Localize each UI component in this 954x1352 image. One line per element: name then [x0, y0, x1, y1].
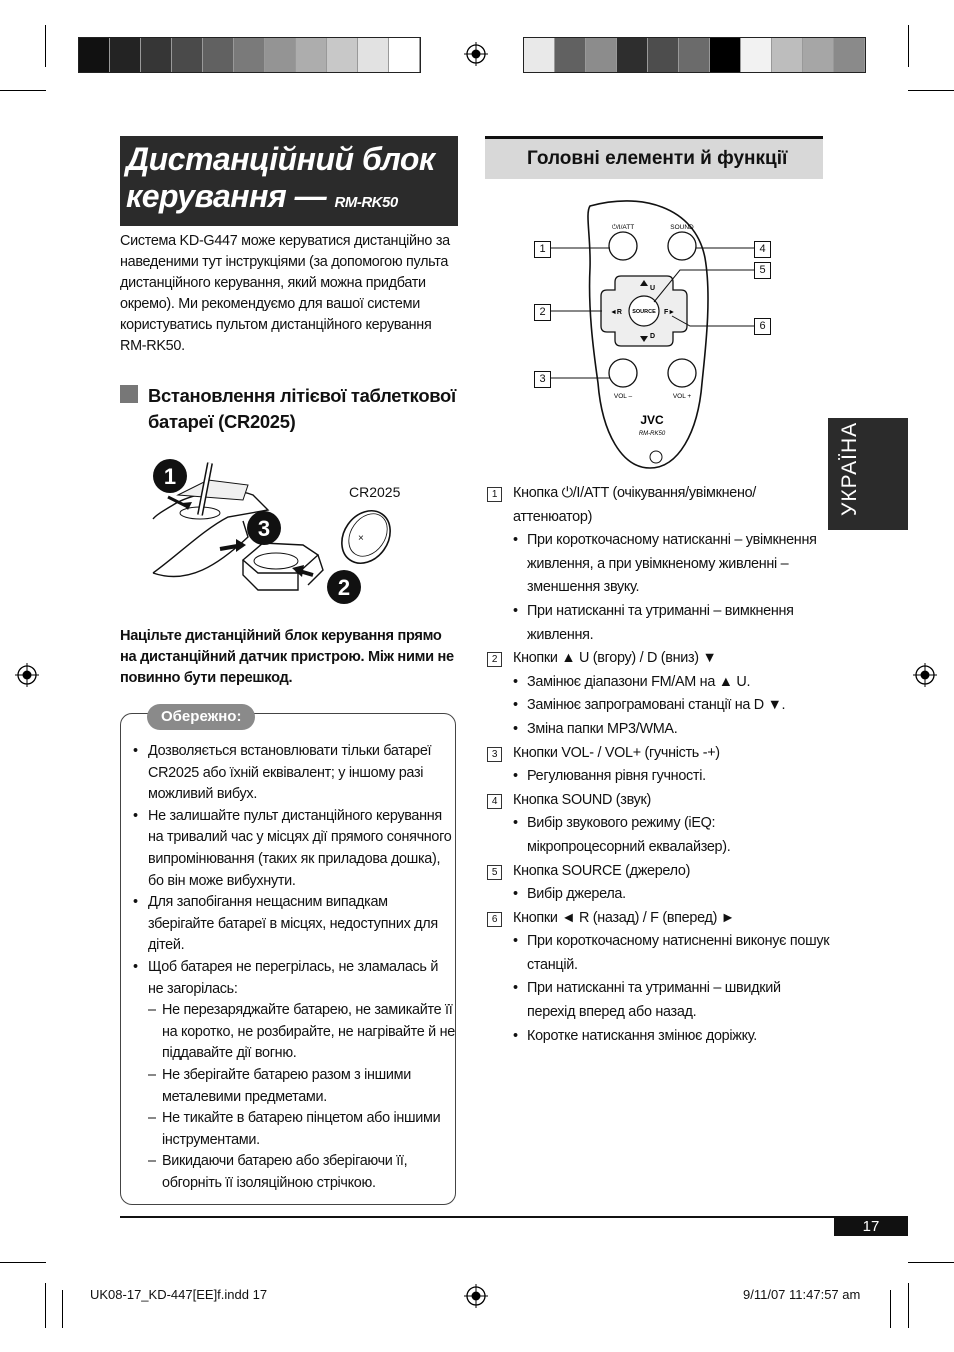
function-item [485, 907, 830, 931]
registration-mark-bottom [464, 1284, 488, 1308]
function-item [485, 789, 830, 813]
function-number: 3 [487, 747, 502, 762]
function-bullet: • Коротке натискання змінює доріжку. [485, 1025, 830, 1049]
function-item [485, 860, 830, 884]
step-1-number: 1 [163, 464, 177, 489]
page-title [120, 136, 458, 226]
caution-dash: – Не тикайте в батарею пінцетом або іншими інструментами. [120, 1108, 456, 1151]
language-tab-label: УКРАЇНА [838, 421, 861, 516]
color-swatch [389, 38, 420, 72]
footer-rule [120, 1216, 908, 1218]
color-swatch [141, 38, 172, 72]
footer-date: 9/11/07 11:47:57 am [743, 1287, 861, 1302]
remote-sound-label: SOUND [670, 224, 694, 231]
color-swatch [679, 38, 710, 72]
color-swatch [524, 38, 555, 72]
color-swatch [79, 38, 110, 72]
remote-standby-label: ⏻/I/ATT [611, 224, 635, 231]
registration-mark-left [15, 663, 39, 687]
function-number: 2 [487, 652, 502, 667]
step-1-marker [152, 458, 188, 494]
remote-vol-plus-label: VOL + [672, 393, 692, 400]
caution-bullet: • Дозволяється встановлювати тільки батареї CR2025 або їхній еквівалент; у іншому разі можливий вибух. [120, 741, 456, 806]
color-swatch [586, 38, 617, 72]
registration-mark-top [464, 42, 488, 66]
callout-5: 5 [754, 262, 771, 279]
color-bar-left [78, 37, 421, 73]
caution-bullet: • Щоб батарея не перегрілась, не зламалась й не загорілась: [120, 957, 456, 1000]
function-bullet: • Вибір джерела. [485, 883, 830, 907]
svg-text:×: × [358, 533, 364, 544]
color-swatch [265, 38, 296, 72]
callout-6: 6 [754, 318, 771, 335]
caution-dash: – Викидаючи батарею або зберігаючи її, обгорніть її ізоляційною стрічкою. [120, 1151, 456, 1194]
remote-vol-minus-label: VOL – [613, 393, 633, 400]
title-model: RM-RK50 [334, 194, 398, 211]
color-swatch [555, 38, 586, 72]
color-swatch [617, 38, 648, 72]
function-number: 1 [487, 487, 502, 502]
caution-list [120, 741, 456, 1194]
function-bullet: • При натисканні та утриманні – вимкнення живлення. [485, 600, 830, 647]
page-number: 17 [834, 1217, 908, 1236]
function-bullet: • При натисканні та утриманні – швидкий перехід вперед або назад. [485, 977, 830, 1024]
function-item [485, 647, 830, 671]
function-bullet: • Зміна папки MP3/WMA. [485, 718, 830, 742]
color-swatch [803, 38, 834, 72]
battery-label: CR2025 [349, 484, 401, 500]
function-number: 5 [487, 865, 502, 880]
function-head: Кнопки ▲ U (вгору) / D (вниз) ▼ [513, 650, 717, 667]
function-head: Кнопка SOUND (звук) [513, 791, 652, 808]
color-swatch [710, 38, 741, 72]
step-3-number: 3 [257, 516, 271, 541]
step-2-marker [326, 569, 362, 605]
registration-mark-right [913, 663, 937, 687]
remote-model: RM-RK50 [638, 431, 666, 437]
step-3-marker [246, 510, 282, 546]
section-header [485, 136, 823, 179]
function-bullet: • При короткочасному натисненні виконує пошук станцій. [485, 930, 830, 977]
color-swatch [648, 38, 679, 72]
remote-brand: JVC [640, 413, 664, 427]
step-2-number: 2 [337, 575, 351, 600]
color-swatch [110, 38, 141, 72]
function-number: 6 [487, 912, 502, 927]
remote-source-label: SOURCE [632, 309, 656, 315]
function-head: Кнопка ⏻/I/ATT (очікування/увімкнено/ аттенюатор) [513, 485, 756, 525]
function-bullet: • Регулювання рівня гучності. [485, 765, 830, 789]
callout-2: 2 [534, 304, 551, 321]
function-bullet: • При короткочасному натисканні – увімкнення живлення, а при увімкненому живленні – зменшення звуку. [485, 529, 830, 600]
remote-down-label: D [650, 333, 656, 340]
function-bullet: • Вибір звукового режиму (iEQ: мікропроцесорний еквалайзер). [485, 812, 830, 859]
callout-4: 4 [754, 241, 771, 258]
title-line-2: керування — [126, 178, 327, 214]
aim-instruction: Націльте дистанційний блок керування прямо на дистанційний датчик пристрою. Між ними не повинно бути перешкод. [120, 628, 454, 686]
color-swatch [741, 38, 772, 72]
color-swatch [772, 38, 803, 72]
color-swatch [234, 38, 265, 72]
function-item [485, 742, 830, 766]
color-swatch [296, 38, 327, 72]
function-item [485, 482, 830, 529]
caution-dash: – Не перезаряджайте батарею, не замикайте її на коротко, не розбирайте, не нагрівайте й не піддавайте дії вогню. [120, 1000, 456, 1065]
remote-r-label: ◄R [610, 309, 622, 316]
callout-1: 1 [534, 241, 551, 258]
caution-label: Обережно: [147, 704, 255, 730]
function-bullet: • Замінює діапазони FM/AM на ▲ U. [485, 671, 830, 695]
function-head: Кнопки ◄ R (назад) / F (вперед) ► [513, 909, 735, 926]
section-title: Головні елементи й функції [527, 148, 788, 169]
callout-3: 3 [534, 371, 551, 388]
function-list [485, 482, 830, 1048]
function-head: Кнопка SOURCE (джерело) [513, 862, 691, 879]
color-swatch [358, 38, 389, 72]
caution-dash: – Не зберігайте батарею разом з іншими металевими предметами. [120, 1065, 456, 1108]
caution-bullet: • Не залишайте пульт дистанційного керування на тривалий час у місцях дії прямого сонячного випромінювання (таких як приладова дошка), бо він може вибухнути. [120, 806, 456, 892]
remote-f-label: F► [664, 309, 676, 316]
title-line-1: Дистанційний блок [126, 141, 435, 177]
battery-heading: Встановлення літієвої таблеткової батареї (CR2025) [148, 385, 456, 432]
color-swatch [834, 38, 865, 72]
remote-illustration [530, 198, 780, 473]
function-number: 4 [487, 794, 502, 809]
color-swatch [172, 38, 203, 72]
footer-file: UK08-17_KD-447[EE]f.indd 17 [90, 1287, 268, 1302]
heading-square-icon [120, 385, 138, 403]
remote-up-label: U [650, 285, 656, 292]
function-head: Кнопки VOL- / VOL+ (гучність -+) [513, 744, 720, 761]
function-bullet: • Замінює запрограмовані станції на D ▼. [485, 694, 830, 718]
intro-paragraph: Система KD-G447 може керуватися дистанційно за наведеними тут інструкціями (за допомогою пульта дистанційного керування, який можна придбати окремо). Ми рекомендуємо для вашої системи користуватись пультом дистанційного керування RM-RK50. [120, 233, 450, 354]
caution-bullet: • Для запобігання нещасним випадкам зберігайте батареї в місцях, недоступних для дітей. [120, 892, 456, 957]
language-tab [828, 418, 908, 530]
color-swatch [203, 38, 234, 72]
color-swatch [327, 38, 358, 72]
color-bar-right [523, 37, 866, 73]
